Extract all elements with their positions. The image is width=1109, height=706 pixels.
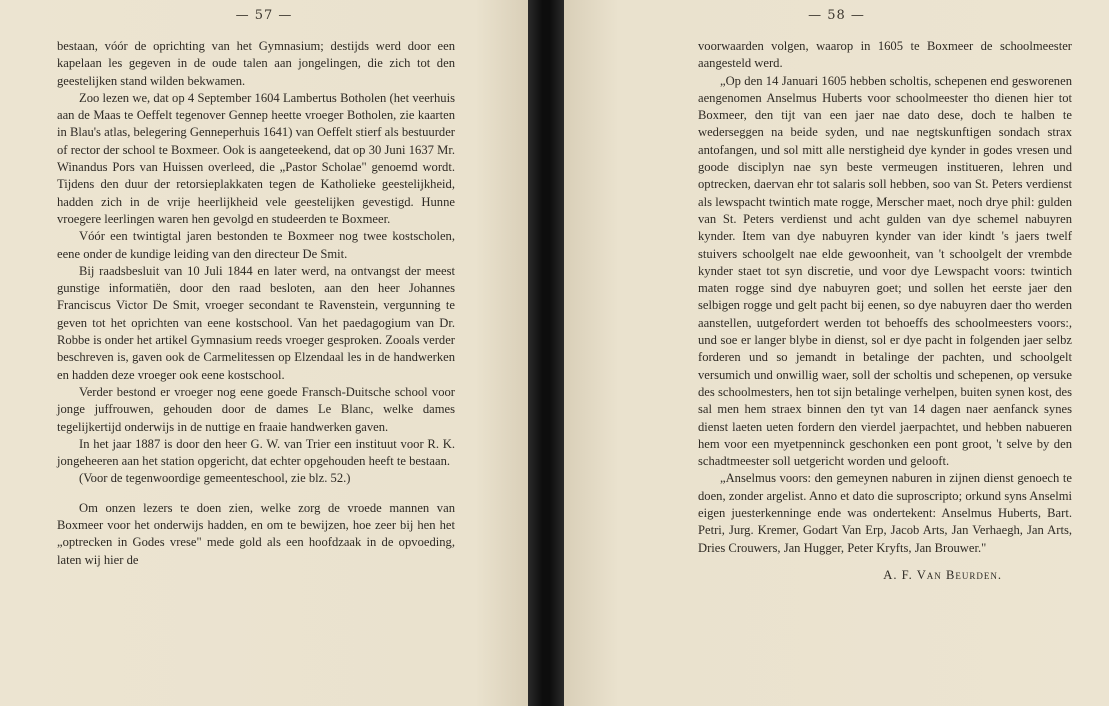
paragraph: „Anselmus voors: den gemeynen naburen in zijnen dienst genoech te doen, zonder argelist. Anno et dato die suproscripto; orkund syns Anselmi eigen juesterkenninge ende was ondertekent: Anselmus Huberts, Bart. Petri, Jurg. Kremer, Godart Van Erp, Jacob Arts, Jan Verhaegh, Jan Arts, Dries Crouwers, Jan Hugger, Peter Kryfts, Jan Brouwer." [698,471,1072,555]
book-spine [528,0,564,706]
paragraph: bestaan, vóór de oprichting van het Gymnasium; destijds werd door een kapelaan les gegeven in de oude talen aan jongelingen, die zich tot den geestelijken stand wilden bekwamen. [57,39,455,88]
paragraph: Zoo lezen we, dat op 4 September 1604 Lambertus Botholen (het veerhuis aan de Maas te Oeffelt tegenover Gennep heette vroeger Botholen, zie kaarten in Blau's atlas, belegering Genneperhuis 1641) van Oeffelt stierf als bestuurder of rector der school te Boxmeer. Ook is aangeteekend, dat op 30 Juni 1637 Mr. Winandus Pors van Huissen overleed, die „Pastor Scholae" genoemd wordt. Tijdens den duur der retorsieplakkaten tegen de Katholieke geestelijkheid, hadden zich in de vrije heerlijkheid vele geestelijken gevestigd. Hunne vroegere leerlingen waren hen gevolgd en studeerden te Boxmeer. [57,90,455,226]
paragraph: (Voor de tegenwoordige gemeenteschool, zie blz. 52.) [79,471,351,486]
page-body [57,38,455,569]
page-body [698,38,1072,584]
paragraph: Bij raadsbesluit van 10 Juli 1844 en later werd, na ontvangst der meest gunstige informatiën, door den raad besloten, aan den heer Johannes Franciscus Victor De Smit, vroeger secondant te Ravenstein, vergunning te geven tot het oprichten van eene kostschool. Van het paedagogium van Dr. Robbe is onder het artikel Gymnasium reeds vroeger gesproken. Zooals verder beschreven is, gaven ook de Carmelitessen op Elzendaal les in de handwerken en hadden deze vroeger ook eene kostschool. [57,263,455,382]
paragraph: Vóór een twintigtal jaren bestonden te Boxmeer nog twee kostscholen, eene onder de kundige leiding van den directeur De Smit. [57,229,455,261]
paragraph: Om onzen lezers te doen zien, welke zorg de vroede mannen van Boxmeer voor het onderwijs hadden, en om te bewijzen, hoe zeer bij hen het „optrecken in Godes vrese" mede gold als een hoofdzaak in de opvoeding, laten wij hier de [57,500,455,567]
left-page [0,0,528,706]
paragraph: Verder bestond er vroeger nog eene goede Fransch-Duitsche school voor jonge juffrouwen, gehouden door de dames Le Blanc, welke dames tegelijkertijd onderwijs in de nuttige en fraaie handwerken gaven. [57,384,455,434]
paragraph: In het jaar 1887 is door den heer G. W. van Trier een instituut voor R. K. jongeheeren aan het station opgericht, dat echter opgehouden heeft te bestaan. [57,436,455,469]
paragraph: „Op den 14 Januari 1605 hebben scholtis, schepenen end gesworenen aengenomen Anselmus Huberts voor schoolmeester tho dienen hier tot Boxmeer, den tijt van een jaer nae dato dese, doch te halben te wederseggen na beide syden, und nae negtskunftigen sondach strax antofangen, und sol mitt alle nerstigheid dye kynder in godes vresen und goode disciplyn nae syn beste vermeugen institueren, lehren und optrecken, daervan ehr tot salaris soll hebben, soo van St. Peters verdienst als lewspacht twintich mate rogge, Merscher maet, noch drye phil: gulden van St. Peters verdienst und acht gulden van dye schemel nabuyren kynder. Item van dye nabuyren kynder van ider kindt 's jaers twelf stuivers schoolgelt nae elde gewoonheit, van 't schoolgelt der vrembde kynder staet tot syn discretie, und voor dye Lewspacht voors: twintich maten rogge sind dye nabuyren goet; und sollen het eerste jaer den selbigen rogge und gelt pacht bij eenen, so dye nabuyren daer tho werden aanstellen, uutgefordert werden tot behoeffs des schoolmeesters voors:, und soe er langer blybe in dienst, sol er dye pacht in folgenden jaer selbz forderen und so jemandt in betalinge der pachten, und schoolgelt versumich und onwillig waer, soll der scholtis und schepenen, op versuke des schoolmesters, hen tot sijn betalinge verhelpen, buiten synen kost, des sal men hem straex binnen den tyt van 14 dagen naer aenfanck synes dienst laeten ueten fordern den vierdel jaerpachtet, und hebben nabueren hem voor een myetpenninck geschonken een pont groot, 't selve by den schadtmeester soll uetgericht worden und gelooft. [698,73,1072,469]
page-number: — 58 — [808,8,865,23]
right-page [564,0,1109,706]
paragraph: voorwaarden volgen, waarop in 1605 te Boxmeer de schoolmeester aangesteld werd. [698,39,1072,71]
author-signature: A. F. Van Beurden. [883,567,1002,582]
page-number: — 57 — [235,8,293,23]
